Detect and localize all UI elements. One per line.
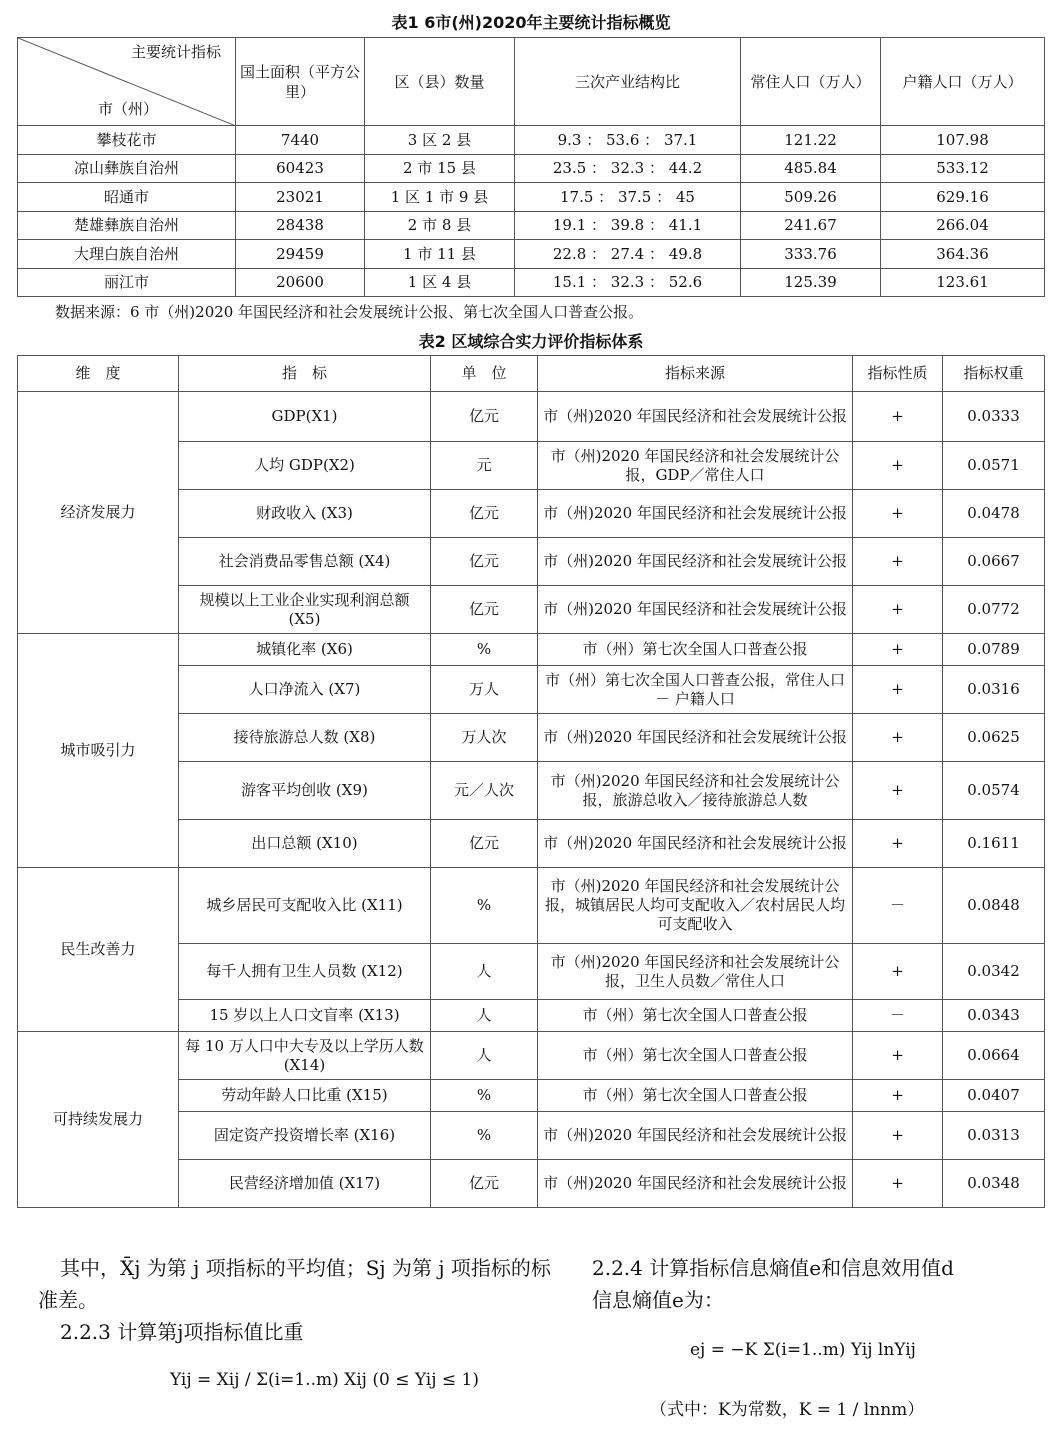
formula-y-ij: Yij = Xij / Σ(i=1..m) Xij (0 ≤ Yij ≤ 1)	[170, 1370, 479, 1390]
table2-source-cell: 市（州)2020 年国民经济和社会发展统计公报	[538, 392, 853, 442]
table1-city-cell: 攀枝花市	[18, 126, 236, 155]
table2-source-cell: 市（州）第七次全国人口普查公报，常住人口 － 户籍人口	[538, 666, 853, 714]
table2-weight-cell: 0.0407	[943, 1080, 1045, 1112]
table2-nature-cell: +	[853, 944, 943, 1000]
table2-indicator-cell: 人口净流入 (X7)	[179, 666, 431, 714]
table2-weight-cell: 0.0789	[943, 634, 1045, 666]
table2-nature-cell: +	[853, 634, 943, 666]
table1-row	[18, 126, 1045, 155]
table1-cell: 60423	[236, 154, 365, 183]
table2-header-row	[18, 356, 1045, 392]
table2-unit-cell: 亿元	[431, 538, 538, 586]
table2-source-cell: 市（州)2020 年国民经济和社会发展统计公报	[538, 714, 853, 762]
table2-source-cell: 市（州)2020 年国民经济和社会发展统计公报	[538, 538, 853, 586]
table2-header-cell: 指标性质	[853, 356, 943, 392]
table1-cell: 107.98	[881, 126, 1045, 155]
table2-source-cell: 市（州)2020 年国民经济和社会发展统计公报，城镇居民人均可支配收入／农村居民人均可支配收入	[538, 868, 853, 944]
table1-cell: 19.1 ： 39.8 ： 41.1	[515, 211, 741, 240]
table2-source-cell: 市（州)2020 年国民经济和社会发展统计公报	[538, 1160, 853, 1208]
table1-row	[18, 240, 1045, 269]
table2-nature-cell: +	[853, 666, 943, 714]
table1-cell: 22.8 ： 27.4 ： 49.8	[515, 240, 741, 269]
table2-weight-cell: 0.0848	[943, 868, 1045, 944]
table1-cell: 7440	[236, 126, 365, 155]
table2-indicator-cell: 15 岁以上人口文盲率 (X13)	[179, 1000, 431, 1032]
table2-weight-cell: 0.1611	[943, 820, 1045, 868]
table2-row	[18, 634, 1045, 666]
table2-nature-cell: +	[853, 586, 943, 634]
table1-cell: 533.12	[881, 154, 1045, 183]
table2-nature-cell: －	[853, 868, 943, 944]
table1-cell: 29459	[236, 240, 365, 269]
table2-source-cell: 市（州)2020 年国民经济和社会发展统计公报	[538, 820, 853, 868]
table1-city-cell: 楚雄彝族自治州	[18, 211, 236, 240]
table2-header-cell: 指标权重	[943, 356, 1045, 392]
table2-source-cell: 市（州）第七次全国人口普查公报	[538, 1000, 853, 1032]
table2-header-cell: 指标来源	[538, 356, 853, 392]
table2-weight-cell: 0.0571	[943, 442, 1045, 490]
table1-cell: 241.67	[741, 211, 881, 240]
table2-unit-cell: 人	[431, 1032, 538, 1080]
table2-weight-cell: 0.0625	[943, 714, 1045, 762]
table1-cell: 1 市 11 县	[365, 240, 515, 269]
table2-unit-cell: 人	[431, 944, 538, 1000]
table1-cell: 17.5 ： 37.5 ： 45	[515, 183, 741, 212]
corner-label-bottom: 市（州）	[98, 100, 159, 118]
table2-indicator-cell: 每千人拥有卫生人员数 (X12)	[179, 944, 431, 1000]
table1-cell: 2 市 8 县	[365, 211, 515, 240]
table2-source-cell: 市（州)2020 年国民经济和社会发展统计公报，旅游总收入／接待旅游总人数	[538, 762, 853, 820]
table1-row	[18, 183, 1045, 212]
table2-weight-cell: 0.0342	[943, 944, 1045, 1000]
table2-unit-cell: 元／人次	[431, 762, 538, 820]
table2-nature-cell: +	[853, 762, 943, 820]
table2-nature-cell: +	[853, 1160, 943, 1208]
table1-header-cell: 区（县）数量	[365, 38, 515, 126]
table2-unit-cell: 亿元	[431, 820, 538, 868]
table2-source-cell: 市（州）第七次全国人口普查公报	[538, 634, 853, 666]
table2-weight-cell: 0.0478	[943, 490, 1045, 538]
table1-caption: 表1 6市(州)2020年主要统计指标概览	[391, 13, 671, 32]
table2-row	[18, 392, 1045, 442]
table2-source-cell: 市（州)2020 年国民经济和社会发展统计公报，卫生人员数／常住人口	[538, 944, 853, 1000]
table1-cell: 125.39	[741, 268, 881, 297]
table2-source-cell: 市（州）第七次全国人口普查公报	[538, 1080, 853, 1112]
table2-unit-cell: 万人次	[431, 714, 538, 762]
table1-cell: 23021	[236, 183, 365, 212]
table2-weight-cell: 0.0348	[943, 1160, 1045, 1208]
table2-row	[18, 868, 1045, 944]
table2-nature-cell: +	[853, 820, 943, 868]
table2-unit-cell: 万人	[431, 666, 538, 714]
table2-header-cell: 单 位	[431, 356, 538, 392]
table2-header-cell: 指 标	[179, 356, 431, 392]
table2-nature-cell: +	[853, 1112, 943, 1160]
table2-indicator-cell: 城乡居民可支配收入比 (X11)	[179, 868, 431, 944]
table2-weight-cell: 0.0772	[943, 586, 1045, 634]
table2-unit-cell: %	[431, 634, 538, 666]
table1-header-cell: 国土面积（平方公里）	[236, 38, 365, 126]
table1-cell: 28438	[236, 211, 365, 240]
table2-unit-cell: %	[431, 868, 538, 944]
table2-nature-cell: +	[853, 392, 943, 442]
table1-row	[18, 268, 1045, 297]
table1-cell: 266.04	[881, 211, 1045, 240]
table1-header-cell: 户籍人口（万人）	[881, 38, 1045, 126]
table2-indicator-cell: 固定资产投资增长率 (X16)	[179, 1112, 431, 1160]
table1-row	[18, 154, 1045, 183]
table2-unit-cell: %	[431, 1112, 538, 1160]
table1-cell: 509.26	[741, 183, 881, 212]
table2-dimension-cell: 经济发展力	[18, 392, 179, 634]
table1-cell: 23.5 ： 32.3 ： 44.2	[515, 154, 741, 183]
table2-nature-cell: +	[853, 1080, 943, 1112]
table2-dimension-cell: 民生改善力	[18, 868, 179, 1032]
table2-source-cell: 市（州)2020 年国民经济和社会发展统计公报	[538, 1112, 853, 1160]
table2-nature-cell: +	[853, 490, 943, 538]
table2-indicator-cell: 财政收入 (X3)	[179, 490, 431, 538]
table1-cell: 9.3 ： 53.6 ： 37.1	[515, 126, 741, 155]
table1-cell: 1 区 1 市 9 县	[365, 183, 515, 212]
table2-source-cell: 市（州)2020 年国民经济和社会发展统计公报，GDP／常住人口	[538, 442, 853, 490]
table2-dimension-cell: 城市吸引力	[18, 634, 179, 868]
table1-cell: 629.16	[881, 183, 1045, 212]
table1-cell: 364.36	[881, 240, 1045, 269]
table2-caption: 表2 区域综合实力评价指标体系	[418, 332, 644, 351]
table2-dimension-cell: 可持续发展力	[18, 1032, 179, 1208]
formula-e-j: ej = −K Σ(i=1..m) Yij lnYij	[690, 1340, 916, 1360]
table2-unit-cell: 元	[431, 442, 538, 490]
paragraph-line-2: 准差。	[38, 1288, 98, 1312]
table2-indicator-cell: 每 10 万人口中大专及以上学历人数 (X14)	[179, 1032, 431, 1080]
table1-city-cell: 昭通市	[18, 183, 236, 212]
table2-indicator-cell: 规模以上工业企业实现利润总额 (X5)	[179, 586, 431, 634]
table2-weight-cell: 0.0316	[943, 666, 1045, 714]
table1-cell: 1 区 4 县	[365, 268, 515, 297]
table1-cell: 123.61	[881, 268, 1045, 297]
table1-row	[18, 211, 1045, 240]
table1-cell: 15.1 ： 32.3 ： 52.6	[515, 268, 741, 297]
table2-nature-cell: +	[853, 714, 943, 762]
table2-unit-cell: 亿元	[431, 586, 538, 634]
table2-nature-cell: +	[853, 1032, 943, 1080]
table2-weight-cell: 0.0313	[943, 1112, 1045, 1160]
table2-source-cell: 市（州)2020 年国民经济和社会发展统计公报	[538, 490, 853, 538]
table2	[17, 355, 1045, 1208]
table1-cell: 2 市 15 县	[365, 154, 515, 183]
table2-unit-cell: 亿元	[431, 490, 538, 538]
table2-row	[18, 1032, 1045, 1080]
table2-weight-cell: 0.0574	[943, 762, 1045, 820]
table1-city-cell: 凉山彝族自治州	[18, 154, 236, 183]
table2-weight-cell: 0.0667	[943, 538, 1045, 586]
table2-nature-cell: －	[853, 1000, 943, 1032]
formula-k-constant: （式中：K为常数，K = 1 / lnnm）	[650, 1400, 925, 1420]
table2-unit-cell: %	[431, 1080, 538, 1112]
table2-source-cell: 市（州)2020 年国民经济和社会发展统计公报	[538, 586, 853, 634]
table1	[17, 37, 1045, 297]
corner-label-top: 主要统计指标	[130, 43, 221, 61]
table2-indicator-cell: 城镇化率 (X6)	[179, 634, 431, 666]
section-heading-224: 2.2.4 计算指标信息熵值e和信息效用值d	[592, 1256, 954, 1280]
table1-source-note: 数据来源：6 市（州)2020 年国民经济和社会发展统计公报、第七次全国人口普查公报。	[55, 303, 644, 321]
table1-cell: 333.76	[741, 240, 881, 269]
table2-indicator-cell: 接待旅游总人数 (X8)	[179, 714, 431, 762]
table1-city-cell: 丽江市	[18, 268, 236, 297]
table2-unit-cell: 人	[431, 1000, 538, 1032]
table2-weight-cell: 0.0343	[943, 1000, 1045, 1032]
table2-indicator-cell: 劳动年龄人口比重 (X15)	[179, 1080, 431, 1112]
table2-indicator-cell: 游客平均创收 (X9)	[179, 762, 431, 820]
table2-weight-cell: 0.0333	[943, 392, 1045, 442]
table1-cell: 3 区 2 县	[365, 126, 515, 155]
table2-indicator-cell: GDP(X1)	[179, 392, 431, 442]
table2-header-cell: 维 度	[18, 356, 179, 392]
table2-indicator-cell: 出口总额 (X10)	[179, 820, 431, 868]
table1-city-cell: 大理白族自治州	[18, 240, 236, 269]
table1-corner-cell	[18, 38, 236, 126]
paragraph-line-1: 其中，X̄j 为第 j 项指标的平均值；Sj 为第 j 项指标的标	[60, 1256, 551, 1280]
table1-cell: 121.22	[741, 126, 881, 155]
table2-source-cell: 市（州）第七次全国人口普查公报	[538, 1032, 853, 1080]
table2-indicator-cell: 社会消费品零售总额 (X4)	[179, 538, 431, 586]
table2-nature-cell: +	[853, 442, 943, 490]
table2-nature-cell: +	[853, 538, 943, 586]
table1-cell: 485.84	[741, 154, 881, 183]
section-heading-223: 2.2.3 计算第j项指标值比重	[60, 1320, 304, 1344]
table1-header-cell: 常住人口（万人）	[741, 38, 881, 126]
table1-header-cell: 三次产业结构比	[515, 38, 741, 126]
table2-unit-cell: 亿元	[431, 392, 538, 442]
table1-cell: 20600	[236, 268, 365, 297]
table1-header-row	[18, 38, 1045, 126]
table2-unit-cell: 亿元	[431, 1160, 538, 1208]
table2-indicator-cell: 人均 GDP(X2)	[179, 442, 431, 490]
table2-weight-cell: 0.0664	[943, 1032, 1045, 1080]
table2-indicator-cell: 民营经济增加值 (X17)	[179, 1160, 431, 1208]
section-subheading-entropy: 信息熵值e为：	[592, 1288, 724, 1312]
